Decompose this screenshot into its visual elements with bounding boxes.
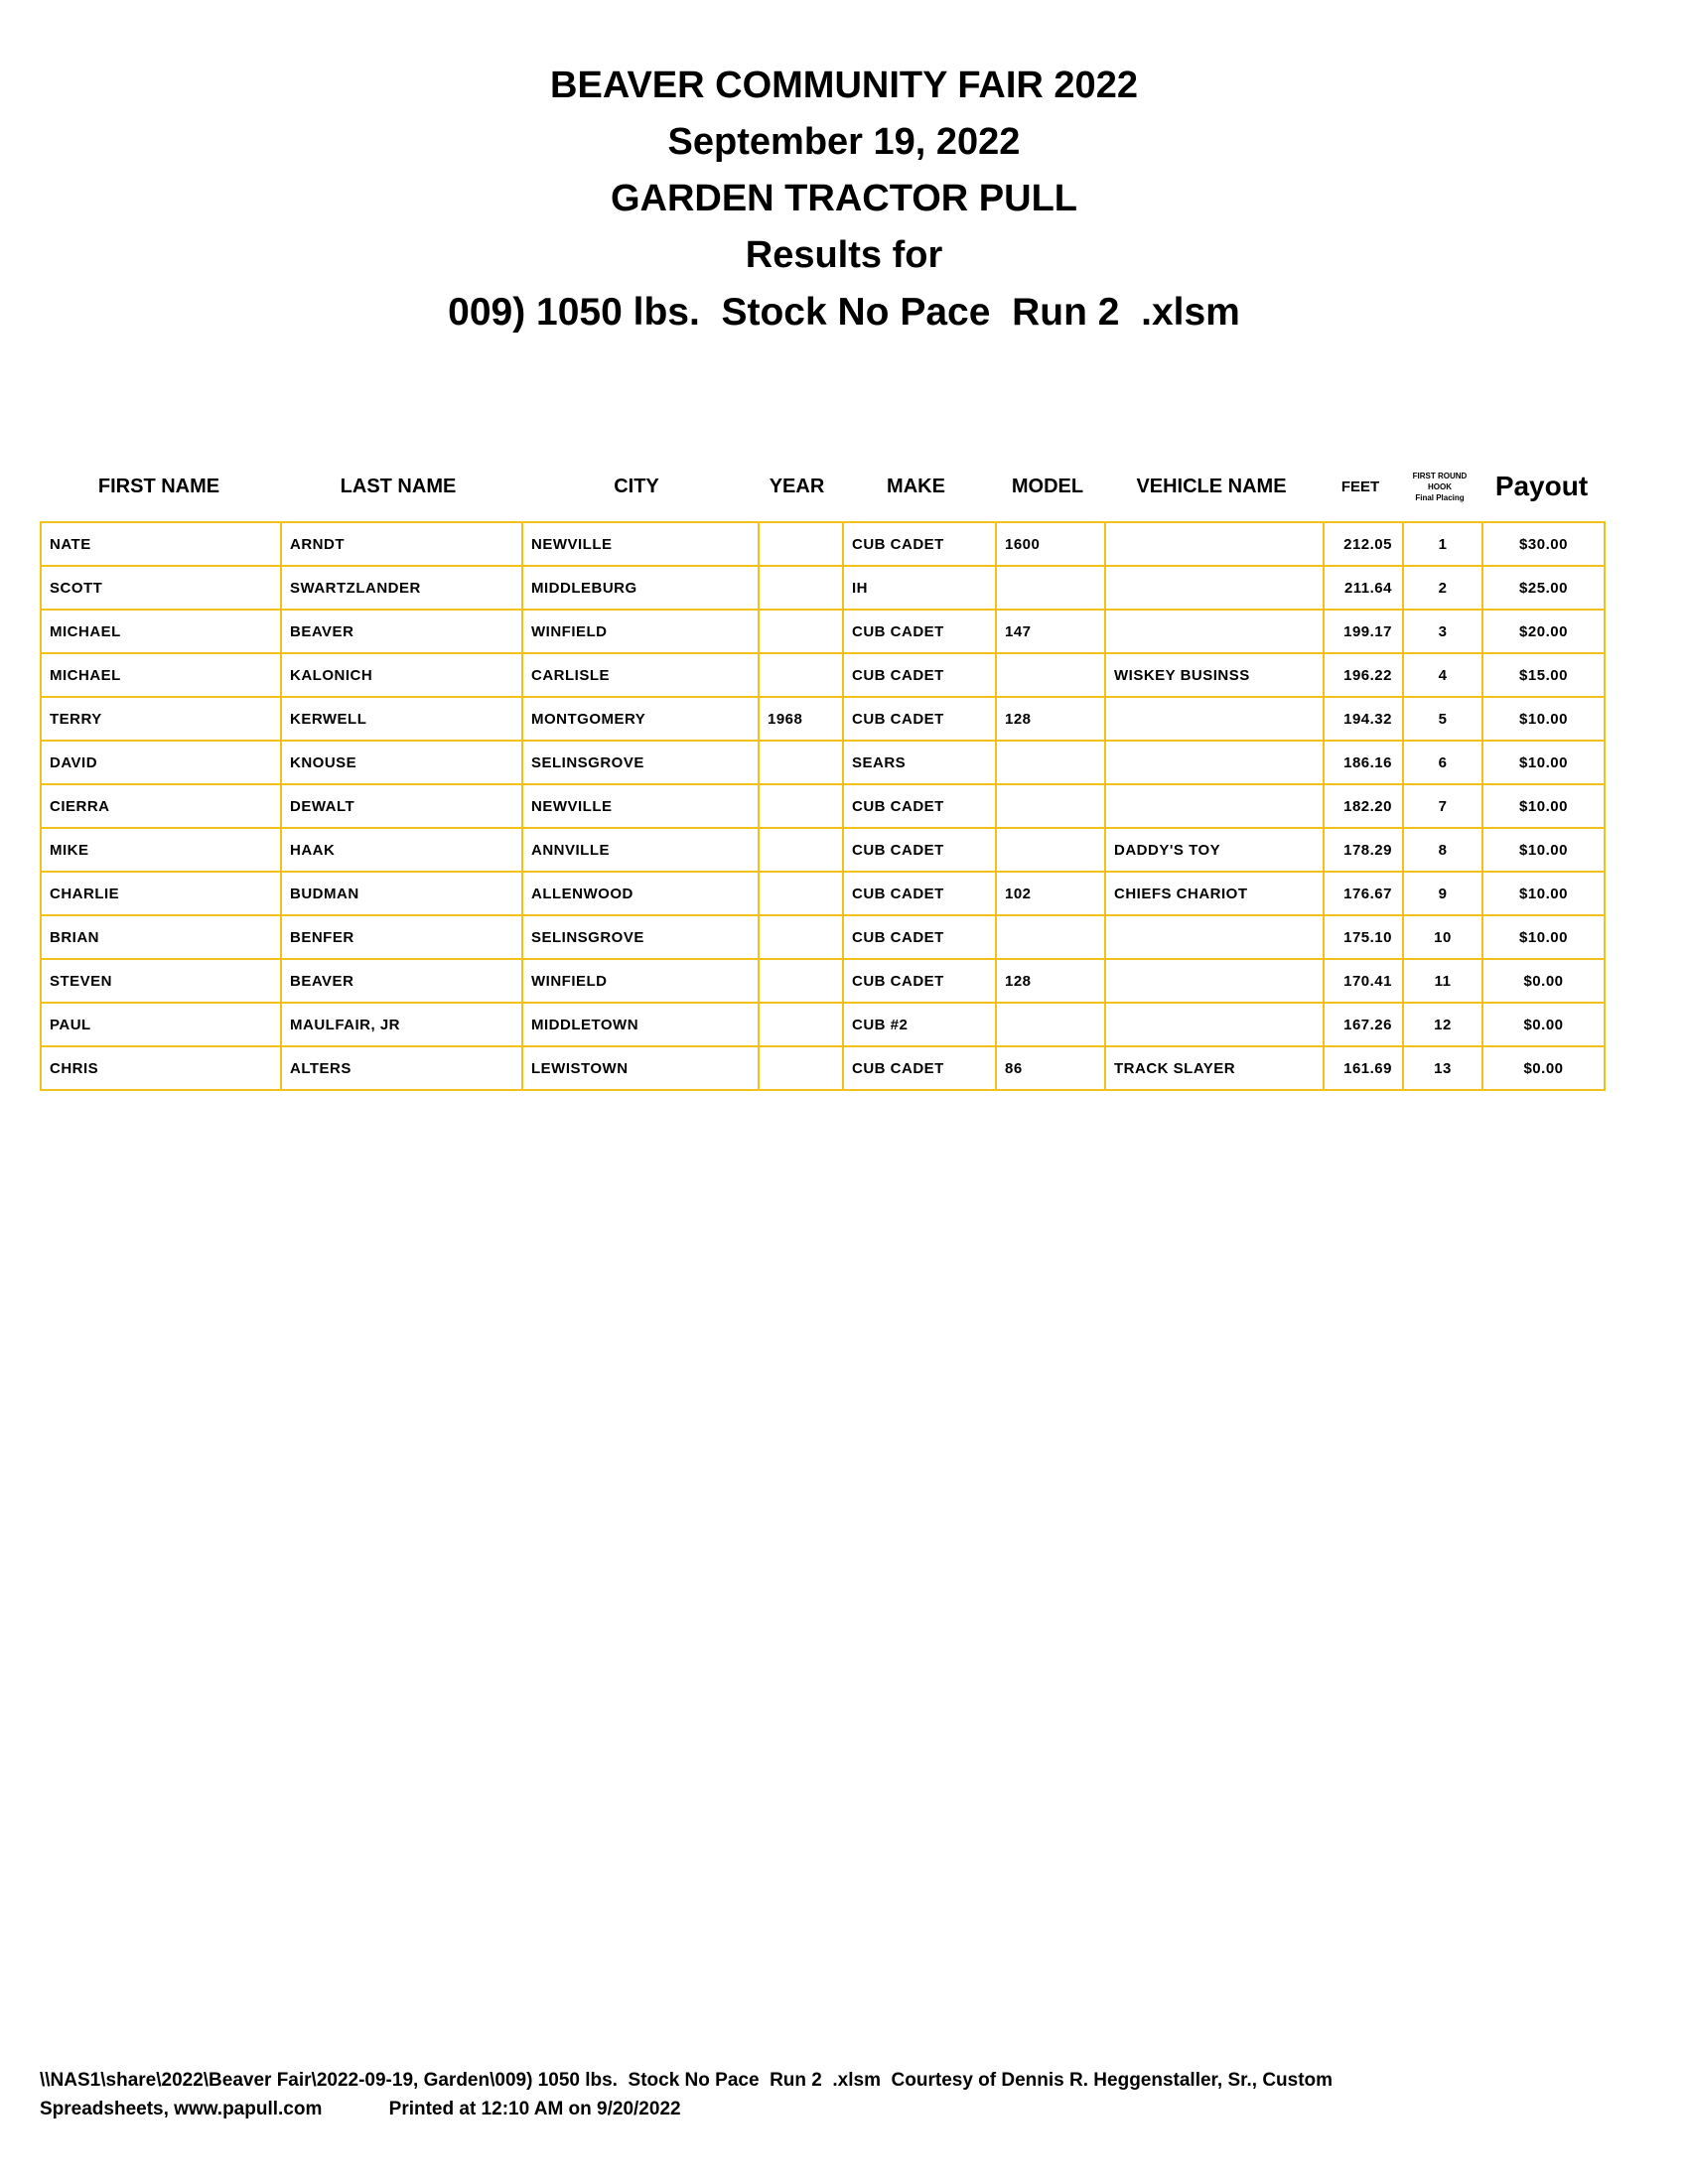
model-cell: 128 (996, 697, 1105, 741)
vehicle-name-cell: DADDY'S TOY (1105, 828, 1324, 872)
first-name-cell: MICHAEL (41, 610, 281, 653)
class-name: 009) 1050 lbs. Stock No Pace Run 2 .xlsm (448, 291, 1240, 334)
vehicle-name-cell (1105, 566, 1324, 610)
results-body (41, 522, 1605, 1090)
fair-title: BEAVER COMMUNITY FAIR 2022 (550, 65, 1138, 106)
payout-cell: $10.00 (1482, 828, 1605, 872)
feet-cell: 199.17 (1324, 610, 1403, 653)
col-city: CITY (614, 475, 659, 497)
vehicle-name-cell (1105, 741, 1324, 784)
last-name-cell: BEAVER (281, 959, 522, 1003)
feet-cell: 167.26 (1324, 1003, 1403, 1046)
make-cell: CUB CADET (843, 959, 996, 1003)
table-row (41, 610, 1605, 653)
payout-cell: $15.00 (1482, 653, 1605, 697)
placing-cell: 3 (1403, 610, 1482, 653)
city-cell: SELINSGROVE (522, 741, 759, 784)
col-last-name: LAST NAME (340, 475, 457, 497)
table-row (41, 872, 1605, 915)
first-name-cell: DAVID (41, 741, 281, 784)
event-date: September 19, 2022 (667, 121, 1021, 163)
first-name-cell: SCOTT (41, 566, 281, 610)
year-cell: 1968 (759, 697, 843, 741)
last-name-cell: KERWELL (281, 697, 522, 741)
model-cell: 128 (996, 959, 1105, 1003)
year-cell (759, 872, 843, 915)
first-name-cell: PAUL (41, 1003, 281, 1046)
year-cell (759, 1046, 843, 1090)
table-row (41, 522, 1605, 566)
footer-printed: Printed at 12:10 AM on 9/20/2022 (388, 2099, 681, 2119)
city-cell: WINFIELD (522, 610, 759, 653)
year-cell (759, 915, 843, 959)
payout-cell: $10.00 (1482, 741, 1605, 784)
city-cell: CARLISLE (522, 653, 759, 697)
vehicle-name-cell (1105, 915, 1324, 959)
table-row (41, 1046, 1605, 1090)
vehicle-name-cell: TRACK SLAYER (1105, 1046, 1324, 1090)
feet-cell: 211.64 (1324, 566, 1403, 610)
year-cell (759, 1003, 843, 1046)
model-cell (996, 741, 1105, 784)
placing-cell: 5 (1403, 697, 1482, 741)
document-header (0, 58, 1688, 341)
feet-cell: 170.41 (1324, 959, 1403, 1003)
payout-cell: $0.00 (1482, 1046, 1605, 1090)
table-row (41, 566, 1605, 610)
last-name-cell: DEWALT (281, 784, 522, 828)
last-name-cell: BEAVER (281, 610, 522, 653)
payout-cell: $30.00 (1482, 522, 1605, 566)
feet-cell: 178.29 (1324, 828, 1403, 872)
make-cell: CUB CADET (843, 697, 996, 741)
placing-cell: 4 (1403, 653, 1482, 697)
payout-cell: $20.00 (1482, 610, 1605, 653)
vehicle-name-cell (1105, 959, 1324, 1003)
model-cell: 1600 (996, 522, 1105, 566)
first-name-cell: CHARLIE (41, 872, 281, 915)
col-round-line3: Final Placing (1415, 492, 1465, 502)
last-name-cell: ARNDT (281, 522, 522, 566)
col-round-line2: HOOK (1428, 481, 1452, 491)
vehicle-name-cell (1105, 522, 1324, 566)
feet-cell: 182.20 (1324, 784, 1403, 828)
last-name-cell: HAAK (281, 828, 522, 872)
model-cell: 147 (996, 610, 1105, 653)
table-row (41, 741, 1605, 784)
first-name-cell: CHRIS (41, 1046, 281, 1090)
model-cell (996, 915, 1105, 959)
payout-cell: $10.00 (1482, 697, 1605, 741)
city-cell: NEWVILLE (522, 784, 759, 828)
model-cell (996, 566, 1105, 610)
city-cell: ALLENWOOD (522, 872, 759, 915)
table-row (41, 697, 1605, 741)
first-name-cell: BRIAN (41, 915, 281, 959)
model-cell (996, 653, 1105, 697)
make-cell: CUB CADET (843, 872, 996, 915)
placing-cell: 11 (1403, 959, 1482, 1003)
col-feet: FEET (1340, 478, 1380, 495)
model-cell (996, 828, 1105, 872)
payout-cell: $10.00 (1482, 872, 1605, 915)
first-name-cell: MICHAEL (41, 653, 281, 697)
col-final-placing (1400, 467, 1479, 506)
table-row (41, 784, 1605, 828)
col-model: MODEL (1011, 475, 1084, 497)
feet-cell: 186.16 (1324, 741, 1403, 784)
last-name-cell: SWARTZLANDER (281, 566, 522, 610)
vehicle-name-cell: CHIEFS CHARIOT (1105, 872, 1324, 915)
placing-cell: 1 (1403, 522, 1482, 566)
model-cell: 86 (996, 1046, 1105, 1090)
table-row (41, 653, 1605, 697)
first-name-cell: MIKE (41, 828, 281, 872)
last-name-cell: KNOUSE (281, 741, 522, 784)
vehicle-name-cell (1105, 697, 1324, 741)
year-cell (759, 610, 843, 653)
model-cell: 102 (996, 872, 1105, 915)
year-cell (759, 828, 843, 872)
year-cell (759, 653, 843, 697)
table-row (41, 828, 1605, 872)
year-cell (759, 741, 843, 784)
make-cell: SEARS (843, 741, 996, 784)
model-cell (996, 784, 1105, 828)
make-cell: CUB CADET (843, 915, 996, 959)
make-cell: CUB CADET (843, 1046, 996, 1090)
placing-cell: 2 (1403, 566, 1482, 610)
feet-cell: 161.69 (1324, 1046, 1403, 1090)
placing-cell: 9 (1403, 872, 1482, 915)
footer-credit: Spreadsheets, www.papull.com (40, 2099, 323, 2119)
city-cell: NEWVILLE (522, 522, 759, 566)
last-name-cell: BENFER (281, 915, 522, 959)
feet-cell: 175.10 (1324, 915, 1403, 959)
city-cell: MIDDLETOWN (522, 1003, 759, 1046)
feet-cell: 212.05 (1324, 522, 1403, 566)
first-name-cell: NATE (41, 522, 281, 566)
payout-cell: $0.00 (1482, 1003, 1605, 1046)
footer-line2 (40, 2095, 1648, 2123)
city-cell: MONTGOMERY (522, 697, 759, 741)
payout-cell: $25.00 (1482, 566, 1605, 610)
make-cell: CUB #2 (843, 1003, 996, 1046)
year-cell (759, 566, 843, 610)
col-vehicle-name: VEHICLE NAME (1136, 475, 1287, 497)
col-round-line1: FIRST ROUND (1412, 471, 1468, 480)
results-table (40, 521, 1606, 1091)
footer (40, 2066, 1648, 2123)
make-cell: CUB CADET (843, 522, 996, 566)
city-cell: MIDDLEBURG (522, 566, 759, 610)
year-cell (759, 522, 843, 566)
city-cell: SELINSGROVE (522, 915, 759, 959)
table-row (41, 915, 1605, 959)
placing-cell: 13 (1403, 1046, 1482, 1090)
city-cell: WINFIELD (522, 959, 759, 1003)
placing-cell: 6 (1403, 741, 1482, 784)
feet-cell: 194.32 (1324, 697, 1403, 741)
make-cell: CUB CADET (843, 653, 996, 697)
results-for-label: Results for (745, 234, 943, 276)
make-cell: CUB CADET (843, 610, 996, 653)
last-name-cell: ALTERS (281, 1046, 522, 1090)
event-name: GARDEN TRACTOR PULL (610, 178, 1078, 219)
table-row (41, 1003, 1605, 1046)
last-name-cell: KALONICH (281, 653, 522, 697)
city-cell: ANNVILLE (522, 828, 759, 872)
placing-cell: 7 (1403, 784, 1482, 828)
col-make: MAKE (887, 475, 945, 497)
col-payout: Payout (1494, 471, 1589, 501)
payout-cell: $0.00 (1482, 959, 1605, 1003)
placing-cell: 12 (1403, 1003, 1482, 1046)
feet-cell: 176.67 (1324, 872, 1403, 915)
col-year: YEAR (769, 475, 825, 497)
vehicle-name-cell (1105, 784, 1324, 828)
year-cell (759, 784, 843, 828)
year-cell (759, 959, 843, 1003)
first-name-cell: STEVEN (41, 959, 281, 1003)
last-name-cell: BUDMAN (281, 872, 522, 915)
placing-cell: 10 (1403, 915, 1482, 959)
payout-cell: $10.00 (1482, 915, 1605, 959)
feet-cell: 196.22 (1324, 653, 1403, 697)
model-cell (996, 1003, 1105, 1046)
first-name-cell: CIERRA (41, 784, 281, 828)
first-name-cell: TERRY (41, 697, 281, 741)
vehicle-name-cell (1105, 1003, 1324, 1046)
col-first-name: FIRST NAME (97, 475, 220, 497)
make-cell: CUB CADET (843, 828, 996, 872)
last-name-cell: MAULFAIR, JR (281, 1003, 522, 1046)
make-cell: CUB CADET (843, 784, 996, 828)
placing-cell: 8 (1403, 828, 1482, 872)
city-cell: LEWISTOWN (522, 1046, 759, 1090)
table-row (41, 959, 1605, 1003)
payout-cell: $10.00 (1482, 784, 1605, 828)
make-cell: IH (843, 566, 996, 610)
vehicle-name-cell: WISKEY BUSINSS (1105, 653, 1324, 697)
footer-path: \\NAS1\share\2022\Beaver Fair\2022-09-19, Garden\009) 1050 lbs. Stock No Pace Run 2 .xlsm Courtesy of Dennis R. Heggenstaller, Sr., Custom (40, 2070, 1334, 2091)
vehicle-name-cell (1105, 610, 1324, 653)
